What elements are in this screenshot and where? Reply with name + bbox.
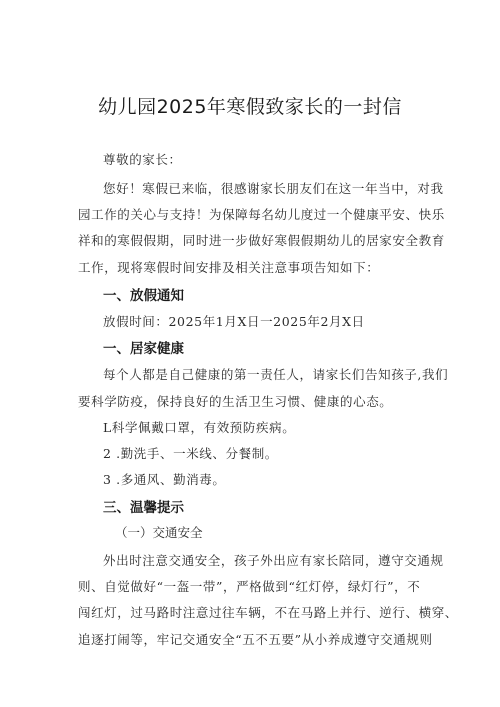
section-heading-holiday: 一、放假通知 (103, 288, 184, 304)
intro-line-2: 园工作的关心与支持！为保障每名幼儿度过一个健康平安、快乐 (78, 207, 445, 222)
section-heading-tips: 三、温馨提示 (103, 500, 184, 516)
traffic-line-3: 闯红灯，过马路时注意过往车辆，不在马路上并行、逆行、横穿、 (78, 605, 458, 620)
subheading-traffic: （一）交通安全 (115, 525, 203, 540)
health-item-3: 3 .多通风、勤消毒。 (103, 472, 226, 487)
health-line-2: 要科学防疫，保持良好的生活卫生习惯、健康的心态。 (78, 394, 393, 409)
intro-line-3: 祥和的寒假假期，同时进一步做好寒假假期幼儿的居家安全教育 (78, 233, 445, 248)
section-heading-health: 一、居家健康 (103, 341, 184, 357)
health-line-1: 每个人都是自己健康的第一责任人，请家长们告知孩子,我们 (103, 367, 449, 382)
traffic-line-1: 外出时注意交通安全，孩子外出应有家长陪同，遵守交通规 (103, 553, 444, 568)
health-item-1: L科学佩戴口罩，有效预防疾病。 (103, 420, 296, 435)
greeting: 尊敬的家长： (103, 152, 182, 167)
page-title: 幼儿园2025年寒假致家长的一封信 (98, 96, 402, 118)
holiday-time: 放假时间：2025年1月X日一2025年2月X日 (103, 314, 365, 329)
intro-line-4: 工作，现将寒假时间安排及相关注意事项告知如下： (78, 260, 380, 275)
traffic-line-4: 追逐打闹等，牢记交通安全“五不五要”从小养成遵守交通规则 (78, 632, 433, 647)
traffic-line-2: 则、自觉做好“一盔一带”，严格做到“红灯停，绿灯行”，不 (78, 579, 421, 594)
health-item-2: 2 .勤洗手、一米线、分餐制。 (103, 446, 278, 461)
intro-line-1: 您好！寒假已来临，很感谢家长朋友们在这一年当中，对我 (103, 181, 444, 196)
